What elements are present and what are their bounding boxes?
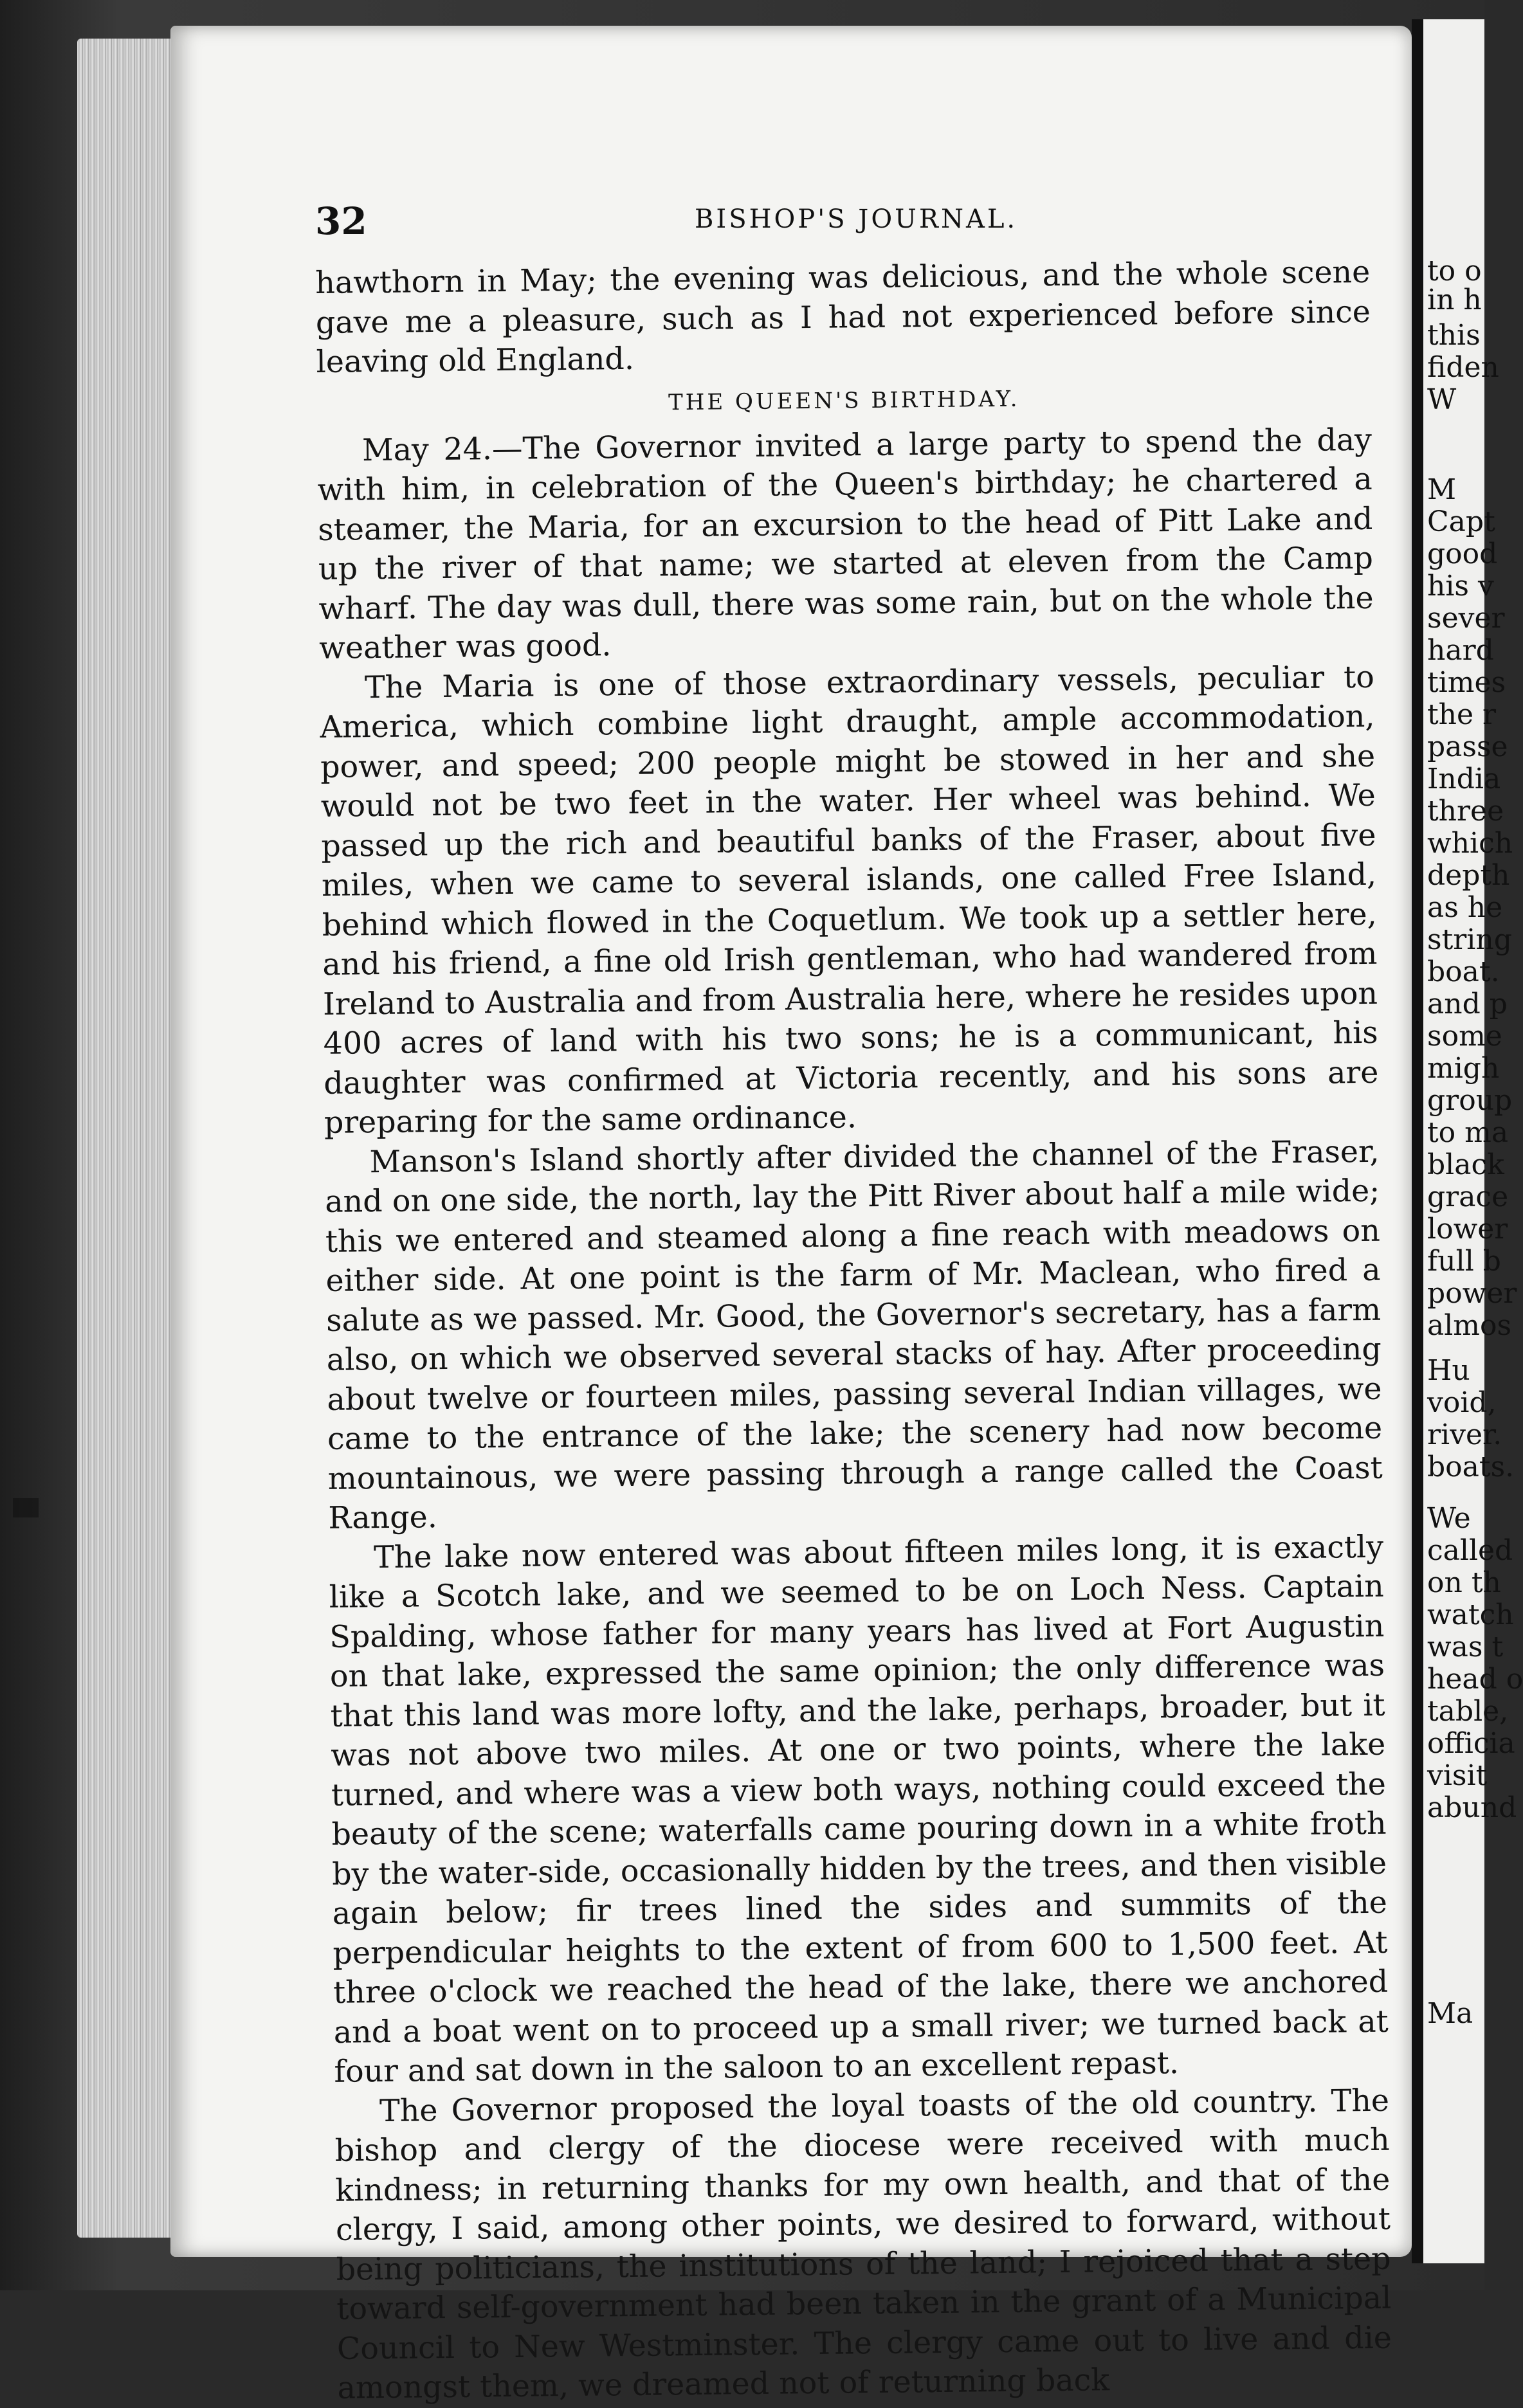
facing-page-fragment: his v <box>1427 570 1494 602</box>
section-heading: THE QUEEN'S BIRTHDAY. <box>668 386 1020 415</box>
facing-page-fragment: in h <box>1427 284 1482 316</box>
facing-page-fragment: to o <box>1427 255 1482 287</box>
facing-page-fragment: times <box>1427 666 1506 699</box>
paragraph: May 24.—The Governor invited a large party to spend the day with him, in celebration of the Queen's birthday; he chartered a steamer, the Maria, for an excursion to the head of Pitt Lake and up the river of that name; we started at eleven from the Camp wharf. The day was dull, there was some rain, but on the whole the weather was good. <box>317 422 1374 666</box>
paragraph: Manson's Island shortly after divided the channel of the Fraser, and on one side, the north, lay the Pitt River about half a mile wide; this we entered and steamed along a fine reach with meadows on either side. At one point is the farm of Mr. Maclean, who fired a salute as we passed. Mr. Good, the Governor's secretary, has a farm also, on which we observed several stacks of hay. After proceeding about twelve or fourteen miles, passing several Indian villages, we came to the entrance of the lake; the scenery had now become mountainous, we were passing through a range called the Coast Range. <box>324 1134 1383 1536</box>
facing-page-fragment: depth <box>1427 859 1510 892</box>
paragraph: The Maria is one of those extraordinary vessels, peculiar to America, which combine light draught, ample accommodation, power, and speed; 200 people might be stowed in her and she would not be two feet in the water. Her wheel was behind. We passed up the rich and beautiful banks of the Fraser, about five miles, when we came to several islands, one called Free Island, behind which flowed in the Coquetlum. We took up a settler here, and his friend, a fine old Irish gentleman, who had wandered from Ireland to Australia and from Australia here, where he resides upon 400 acres of land with his two sons; he is a communicant, his daughter was confirmed at Victoria recently, and his sons are preparing for the same ordinance. <box>320 659 1379 1141</box>
facing-page-fragment: and p <box>1427 988 1508 1020</box>
facing-page-fragment: three <box>1427 795 1504 828</box>
facing-page-fragment: head o <box>1427 1663 1523 1696</box>
facing-page-fragment: boat. <box>1427 955 1500 988</box>
facing-page-fragment: was t <box>1427 1631 1504 1663</box>
facing-page <box>1423 19 1523 2263</box>
facing-page-fragment: officia <box>1427 1727 1515 1760</box>
facing-page-fragment: power <box>1427 1277 1517 1310</box>
book-gutter <box>1412 19 1423 2263</box>
facing-page-fragment: river. <box>1427 1418 1502 1451</box>
facing-page-fragment: boats. <box>1427 1451 1515 1483</box>
paragraph-continued: hawthorn in May; the evening was delicious, and the whole scene gave me a pleasure, such as I had not experienced before since leaving old England. <box>315 254 1371 380</box>
facing-page-fragment: which <box>1427 827 1513 860</box>
facing-page-fragment: lower <box>1427 1213 1508 1245</box>
facing-page-fragment: good <box>1427 538 1498 570</box>
paragraph: The Governor proposed the loyal toasts of the old country. The bishop and clergy of the diocese were received with much kindness; in returning thanks for my own health, and that of the clergy, I said, among other points, we desired to forward, without being politicians, the institutions of the land; I rejoiced that a step toward self-government had been taken in the grant of a Municipal Council to New Westminster. The clergy came out to live and die amongst them, we dreamed not of returning back <box>334 2083 1392 2406</box>
facing-page-fragment: table, <box>1427 1695 1509 1728</box>
facing-page-fragment: Ma <box>1427 1997 1473 2030</box>
facing-page-fragment: W <box>1427 383 1457 416</box>
facing-page-fragment: watch <box>1427 1598 1514 1631</box>
facing-page-fragment: called <box>1427 1534 1513 1567</box>
running-head: BISHOP'S JOURNAL. <box>695 204 1018 234</box>
facing-page-fragment: as he <box>1427 891 1503 924</box>
facing-page-fragment: India <box>1427 763 1501 795</box>
page-header <box>315 193 1370 243</box>
facing-page-fragment: fiden <box>1427 351 1499 384</box>
facing-page-fragment: to ma <box>1427 1116 1509 1149</box>
ink-speck <box>13 1498 39 1517</box>
facing-page-fragment: the r <box>1427 698 1497 731</box>
facing-page-fragment: full b <box>1427 1245 1501 1278</box>
facing-page-fragment: some <box>1427 1020 1502 1053</box>
facing-page-fragment: almos <box>1427 1309 1512 1342</box>
facing-page-fragment: group <box>1427 1084 1513 1117</box>
page-number: 32 <box>315 199 367 243</box>
facing-page-fragment: grace <box>1427 1181 1509 1213</box>
facing-page-fragment: on th <box>1427 1566 1501 1599</box>
facing-page-fragment: hard <box>1427 634 1494 667</box>
facing-page-fragment: void, <box>1427 1386 1497 1419</box>
facing-page-fragment: black <box>1427 1148 1504 1181</box>
facing-page-fragment: M <box>1427 473 1457 506</box>
facing-page-fragment: this <box>1427 319 1481 352</box>
page-body <box>315 253 1392 2408</box>
facing-page-fragment: abund <box>1427 1791 1517 1824</box>
facing-page-fragment: string <box>1427 923 1512 956</box>
paragraph: The lake now entered was about fifteen miles long, it is exactly like a Scotch lake, and we seemed to be on Loch Ness. Captain Spalding, whose father for many years has lived at Fort Augustin on that lake, expressed the same opinion; the only difference was that this land was more lofty, and the lake, perhaps, broader, but it was not above two miles. At one or two points, where the lake turned, and where was a view both ways, nothing could exceed the beauty of the scene; waterfalls came pouring down in a white froth by the water-side, occasionally hidden by the trees, and then visible again below; fir trees lined the sides and summits of the perpendicular heights to the extent of from 600 to 1,500 feet. At three o'clock we reached the head of the lake, there we anchored and a boat went on to proceed up a small river; we turned back at four and sat down in the saloon to an excellent repast. <box>329 1529 1389 2090</box>
facing-page-fragment: Hu <box>1427 1354 1470 1387</box>
facing-page-fragment: passe <box>1427 730 1508 763</box>
facing-page-fragment: visit <box>1427 1759 1488 1792</box>
facing-page-fragment: sever <box>1427 602 1505 635</box>
facing-page-fragment: migh <box>1427 1052 1500 1085</box>
facing-page-fragment: Capt <box>1427 505 1495 538</box>
facing-page-fragment: We <box>1427 1502 1471 1535</box>
